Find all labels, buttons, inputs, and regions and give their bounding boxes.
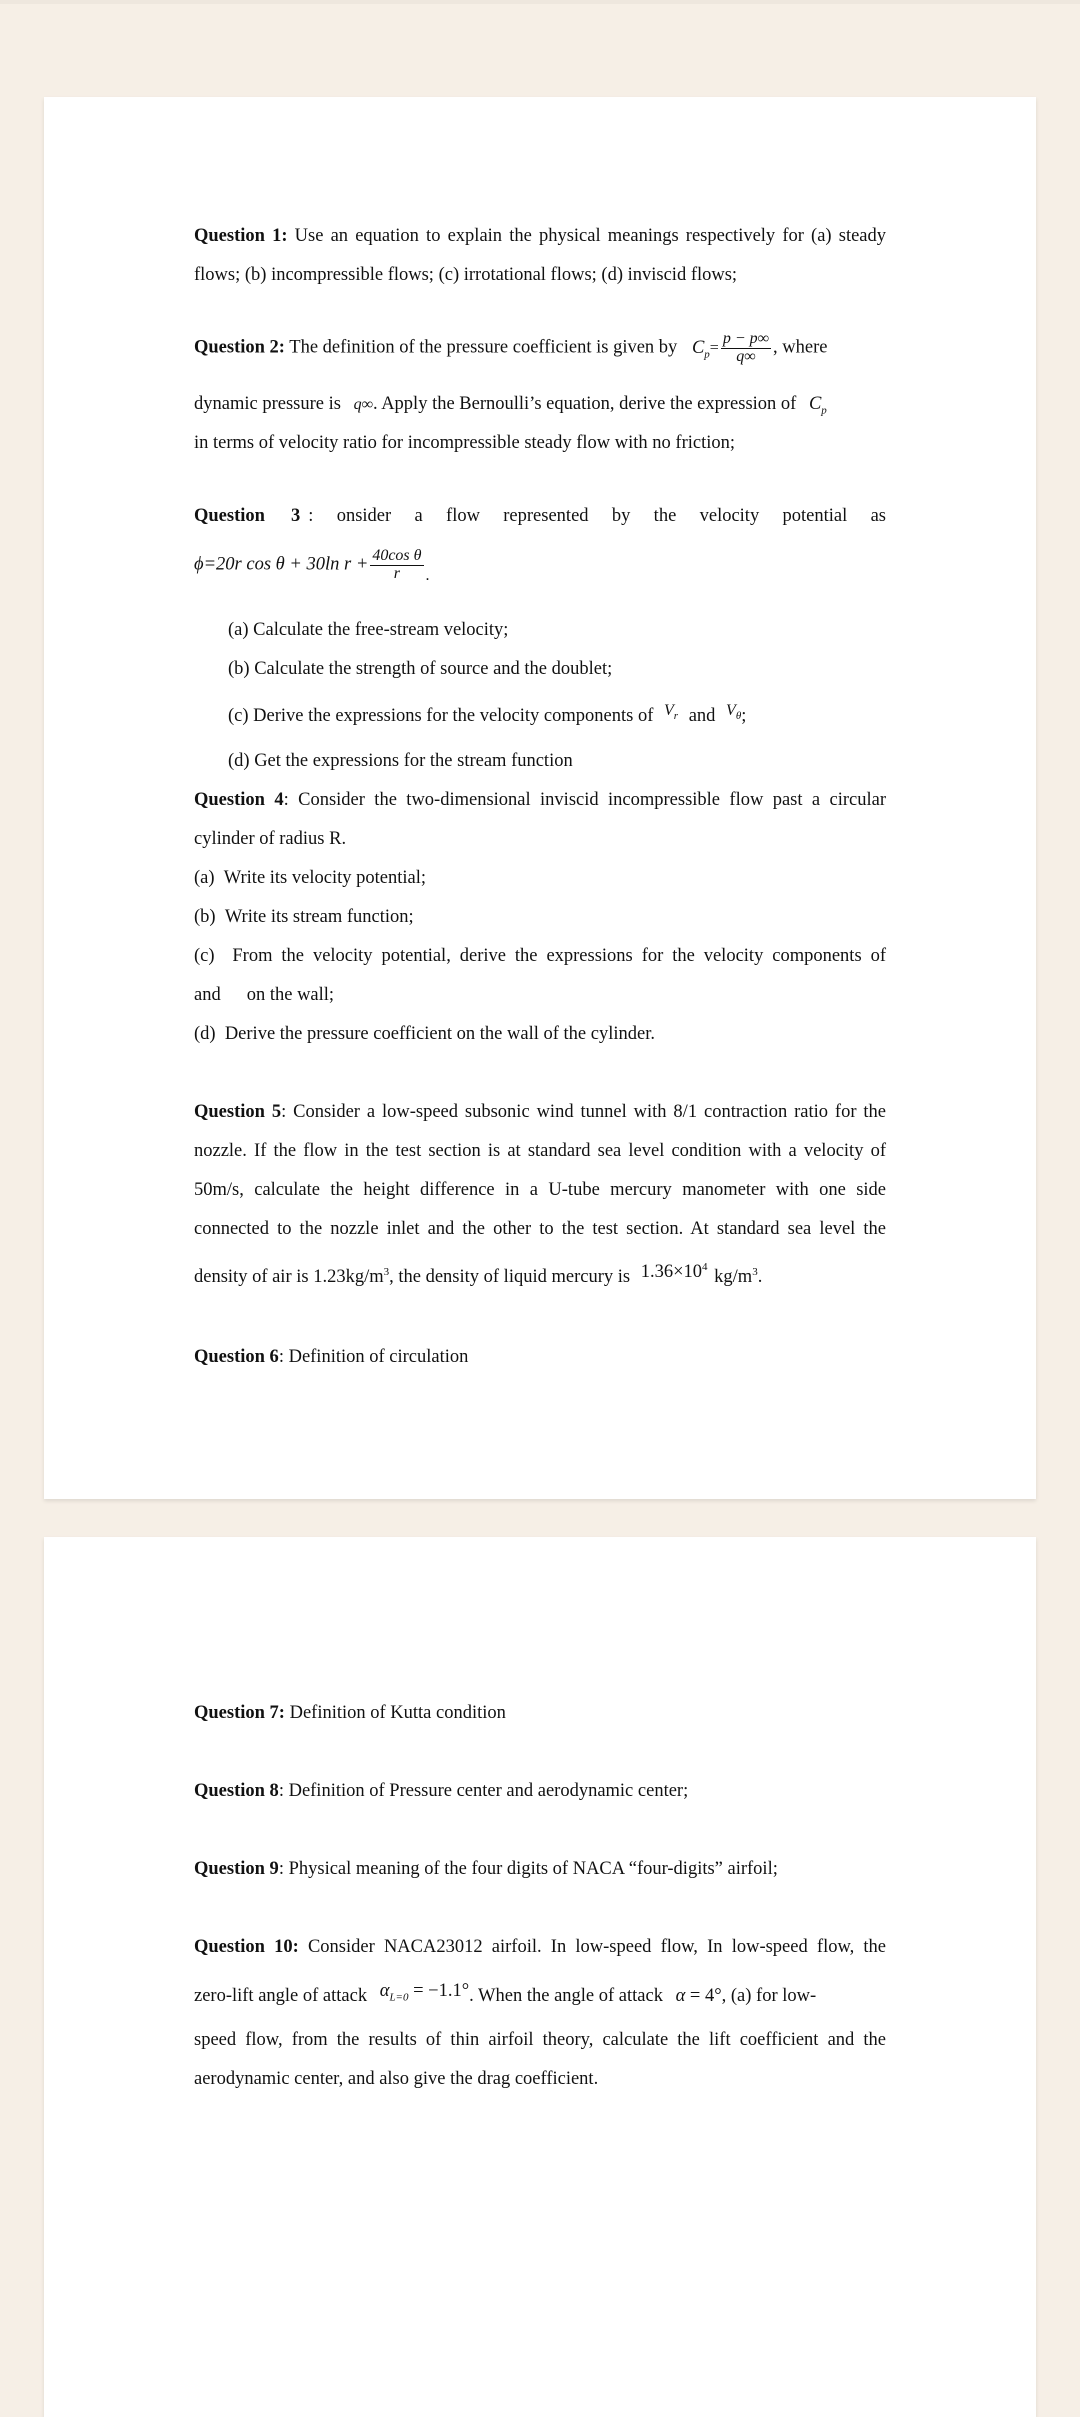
q3-potential-equation bbox=[194, 548, 886, 583]
q3-item-c: (c) Derive the expressions for the velocity components of $V_r$ and $V_\theta$; bbox=[228, 702, 747, 726]
q10-line-1: Question 10: Consider NACA23012 airfoil. In low-speed flow, In low-speed flow, the bbox=[194, 1937, 887, 1957]
q5-line-1: Question 5: Consider a low-speed subsonic wind tunnel with 8/1 contraction ratio for the bbox=[194, 1102, 886, 1122]
vtheta-symbol: $V_\theta$ bbox=[726, 702, 742, 723]
alpha-expression: α = 4° bbox=[675, 1986, 722, 2006]
q4-label: Question 4 bbox=[194, 790, 284, 810]
q6-label: Question 6 bbox=[194, 1347, 279, 1367]
q4-item-a: (a) Write its velocity potential; bbox=[194, 868, 426, 888]
q5-line-4: connected to the nozzle inlet and the other to the test section. At standard sea level the bbox=[194, 1219, 886, 1239]
q2-text-1a: The definition of the pressure coefficient is given by bbox=[289, 337, 678, 358]
cp-fraction: $\frac{p - p\infty}{q\infty}$ bbox=[722, 330, 770, 365]
q1-label: Question 1: bbox=[194, 226, 288, 246]
q2-text-2a: dynamic pressure is bbox=[194, 394, 341, 414]
q10-line-4: aerodynamic center, and also give the drag coefficient. bbox=[194, 2069, 599, 2089]
q2-text-3: in terms of velocity ratio for incompressible steady flow with no friction; bbox=[194, 433, 735, 453]
q4-item-c-cont: and on the wall; bbox=[194, 985, 335, 1005]
q-infinity-symbol: q∞ bbox=[353, 396, 373, 413]
q4-item-b: (b) Write its stream function; bbox=[194, 907, 414, 927]
q4-text-1: : Consider the two-dimensional inviscid incompressible flow past a circular bbox=[283, 790, 886, 810]
document-page-2 bbox=[44, 1537, 1036, 2417]
document-page-1 bbox=[44, 97, 1036, 1499]
mercury-density-value: $1.36\times 10^4$ bbox=[640, 1261, 708, 1283]
top-edge-bar bbox=[0, 0, 1080, 4]
q4-item-c: (c) From the velocity potential, derive the expressions for the velocity components of bbox=[194, 946, 886, 966]
q1-text-2: flows; (b) incompressible flows; (c) irrotational flows; (d) inviscid flows; bbox=[194, 265, 738, 285]
q3-item-a: (a) Calculate the free-stream velocity; bbox=[228, 620, 509, 640]
q1-line-1 bbox=[194, 224, 886, 250]
q7-line: Question 7: Definition of Kutta condition bbox=[194, 1703, 506, 1723]
q3-line-1 bbox=[194, 504, 886, 530]
q5-line-5: density of air is $1.23kg/m^3$, the density of liquid mercury is $1.36\times 10^4$ $kg/m^3$. bbox=[194, 1261, 763, 1288]
cp-symbol: $C_p$ bbox=[691, 337, 710, 361]
q10-line-2: zero-lift angle of attack $\alpha_{L=0} = -1.1^\circ$. When the angle of attack α = 4°, (a) for low- bbox=[194, 1981, 817, 2006]
q6-line: Question 6: Definition of circulation bbox=[194, 1347, 469, 1367]
q2-text-2b: . Apply the Bernoulli’s equation, derive the expression of bbox=[372, 394, 797, 414]
q3-item-d: (d) Get the expressions for the stream function bbox=[228, 751, 573, 771]
q3-line-1-rest bbox=[291, 504, 886, 530]
q2-line-3 bbox=[194, 431, 886, 457]
phi-expression: ϕ=20r cos θ + 30ln r + bbox=[194, 554, 369, 575]
q5-line-2: nozzle. If the flow in the test section is at standard sea level condition with a velocity of bbox=[194, 1141, 886, 1161]
q2-label: Question 2: bbox=[194, 337, 285, 358]
phi-fraction: $\frac{\text{40cos θ}}{r}$ bbox=[372, 547, 422, 582]
q9-label: Question 9 bbox=[194, 1859, 279, 1879]
q3-label-word: Question bbox=[194, 506, 265, 526]
q1-text-1: Use an equation to explain the physical meanings respectively for (a) steady bbox=[294, 226, 887, 246]
q2-line-1: Question 2: The definition of the pressure coefficient is given by $C_p=$ $\frac{p - p\infty}{q\infty}$ , where bbox=[194, 330, 828, 365]
q2-line-2 bbox=[194, 392, 886, 419]
q3-label-number: 3 bbox=[291, 506, 301, 526]
alpha-l0-expression: $\alpha_{L=0} = -1.1^\circ$ bbox=[379, 1981, 470, 2004]
q3-item-b: (b) Calculate the strength of source and the doublet; bbox=[228, 659, 613, 679]
q10-label: Question 10: bbox=[194, 1937, 299, 1957]
q2-text-1b: , where bbox=[773, 337, 828, 358]
q4-item-d: (d) Derive the pressure coefficient on the wall of the cylinder. bbox=[194, 1024, 655, 1044]
phi-end-dot: . bbox=[425, 566, 430, 584]
q7-label: Question 7: bbox=[194, 1703, 285, 1723]
vr-symbol: $V_r$ bbox=[664, 702, 679, 723]
q3-text-1: : onsider a flow represented by the velocity potential as bbox=[308, 506, 886, 526]
q4-line-1 bbox=[194, 788, 886, 814]
q5-label: Question 5 bbox=[194, 1102, 282, 1122]
q5-line-3: 50m/s, calculate the height difference in a U-tube mercury manometer with one side bbox=[194, 1180, 886, 1200]
q9-line: Question 9: Physical meaning of the four digits of NACA “four-digits” airfoil; bbox=[194, 1859, 778, 1879]
q8-label: Question 8 bbox=[194, 1781, 279, 1801]
q10-line-3: speed flow, from the results of thin airfoil theory, calculate the lift coefficient and the bbox=[194, 2030, 886, 2050]
q4-line-2: cylinder of radius R. bbox=[194, 829, 347, 849]
q1-line-2 bbox=[194, 263, 886, 289]
cp-symbol-2: $C_p$ bbox=[808, 394, 827, 417]
q8-line: Question 8: Definition of Pressure center and aerodynamic center; bbox=[194, 1781, 689, 1801]
